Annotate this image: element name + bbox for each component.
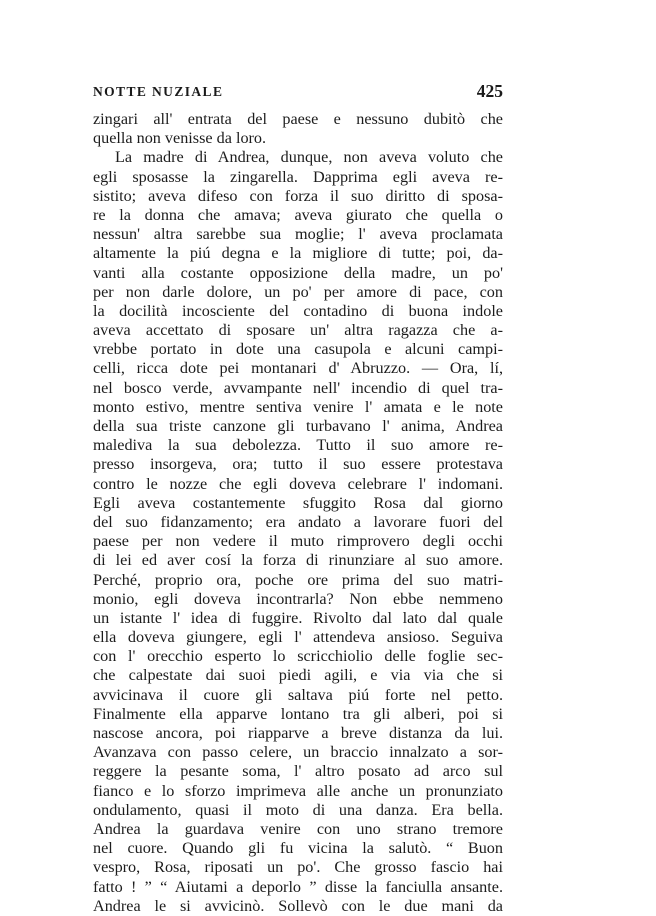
text-line: malediva la sua debolezza. Tutto il suo amore re- [93,436,503,455]
text-line: monio, egli doveva incontrarla? Non ebbe nemmeno [93,589,503,608]
text-line: La madre di Andrea, dunque, non aveva voluto che [115,148,503,167]
text-line: fianco e lo sforzo imprimeva alle anche un pronunziato [93,781,503,800]
text-line: aveva accettato di sposare un' altra ragazza che a- [93,321,503,340]
text-line: avvicinava il cuore gli saltava piú forte nel petto. [93,685,503,704]
running-head: NOTTE NUZIALE [93,84,224,99]
text-line: presso insorgeva, ora; tutto il suo essere protestava [93,455,503,474]
text-line: zingari all' entrata del paese e nessuno dubitò che [93,110,503,128]
text-line: del suo fidanzamento; era andato a lavorare fuori del [93,512,503,531]
text-line: Perché, proprio ora, poche ore prima del suo matri- [93,570,503,589]
text-line: Finalmente ella apparve lontano tra gli alberi, poi si [93,704,503,723]
text-line: Andrea le si avvicinò. Sollevò con le due mani da [93,896,503,915]
text-line: ella doveva giungere, egli l' attendeva ansioso. Seguiva [93,628,503,647]
text-line: un istante l' idea di fuggire. Rivolto dal lato dal quale [93,608,503,627]
page-header [93,81,503,104]
text-line: nessun' altra sarebbe sua moglie; l' aveva proclamata [93,225,503,244]
text-line: la docilità incosciente del contadino di buona indole [93,301,503,320]
text-line: celli, ricca dote pei montanari d' Abruzzo. — Ora, lí, [93,359,503,378]
text-line: egli sposasse la zingarella. Dapprima egli aveva re- [93,167,503,186]
text-line: re la donna che amava; aveva giurato che quella o [93,205,503,224]
text-line: della sua triste canzone gli turbavano l' anima, Andrea [93,417,503,435]
text-line: vespro, Rosa, riposati un po'. Che grosso fascio hai [93,858,503,877]
text-line: di lei ed aver cosí la forza di rinunziare al suo amore. [93,551,503,570]
text-line: nel bosco verde, avvampante nell' incendio di quel tra- [93,378,503,397]
text-line: fatto ! ” “ Aiutami a deporlo ” disse la fanciulla ansante. [93,877,503,896]
text-line: per non darle dolore, un po' per amore di pace, con [93,282,503,301]
page-number: 425 [476,81,503,101]
text-line: nel cuore. Quando gli fu vicina la salutò. “ Buon [93,839,503,858]
text-line: ondulamento, quasi il moto di una danza. Era bella. [93,800,503,819]
text-line: Avanzava con passo celere, un braccio innalzato a sor- [93,743,503,762]
text-line: sistito; aveva difeso con forza il suo diritto di sposa- [93,186,503,205]
text-line: Andrea la guardava venire con uno strano tremore [93,819,503,838]
text-line: altamente la piú degna e la migliore di tutte; poi, da- [93,244,503,263]
text-line: Egli aveva costantemente sfuggito Rosa dal giorno [93,493,503,512]
text-line: reggere la pesante soma, l' altro posato ad arco sul [93,762,503,781]
text-line: vrebbe portato in dote una casupola e alcuni campi- [93,340,503,359]
text-line: quella non venisse da loro. [93,129,267,148]
text-line: che calpestate dai suoi piedi agili, e via via che si [93,666,503,685]
text-line: monto estivo, mentre sentiva venire l' amata e le note [93,397,503,416]
text-line: paese per non vedere il muto rimprovero degli occhi [93,532,503,551]
text-line: contro le nozze che egli doveva celebrare l' indomani. [93,474,503,493]
body-text [93,110,503,916]
text-line: vanti alla costante opposizione della madre, un po' [93,263,503,282]
text-line: con l' orecchio esperto lo scricchiolio delle foglie sec- [93,647,503,666]
text-line: nascose ancora, poi riapparve a breve distanza da lui. [93,724,503,742]
